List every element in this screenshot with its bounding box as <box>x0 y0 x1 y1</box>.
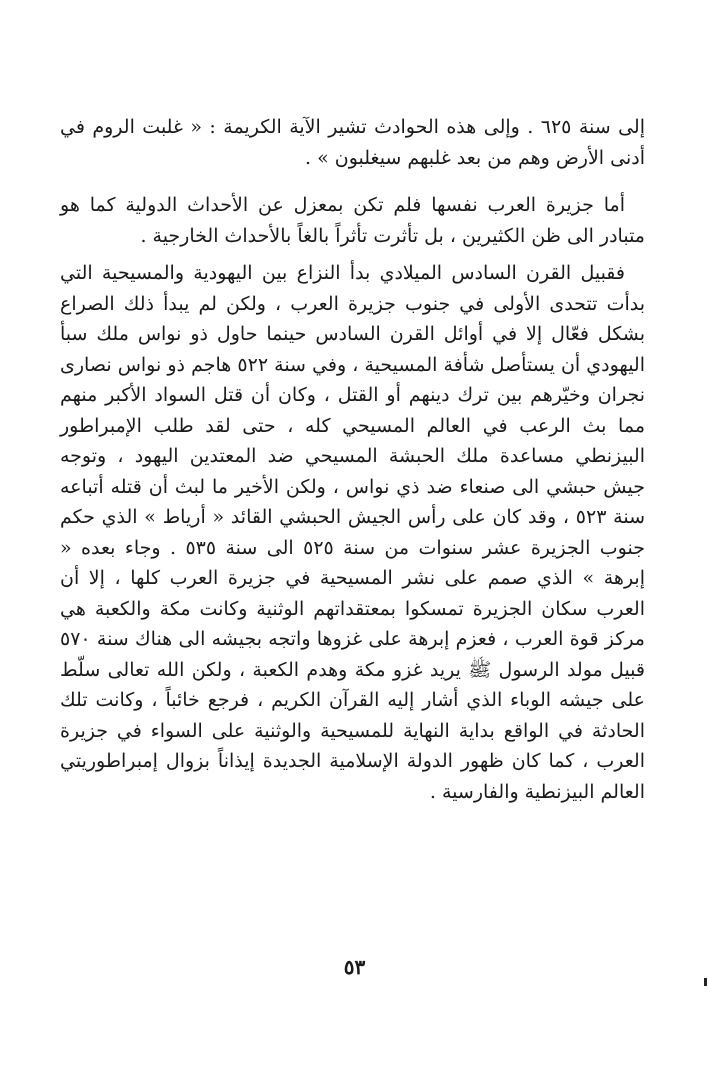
scan-edge-mark <box>704 978 707 986</box>
paragraph-3: فقبيل القرن السادس الميلادي بدأ النزاع بين اليهودية والمسيحية التي بدأت تتحدى الأولى في جنوب جزيرة العرب ، ولكن لم يبدأ ذلك الصراع بشكل فعّال إلا في أوائل القرن السادس حينما حاول ذو نواس ملك سبأ اليهودي أن يستأصل شأفة المسيحية ، وفي سنة ٥٢٢ هاجم ذو نواس نصارى نجران وخيّرهم بين ترك دينهم أو القتل ، وكان أن قتل السواد الأكبر منهم مما بث الرعب في العالم المسيحي كله ، حتى لقد طلب الإمبراطور البيزنطي مساعدة ملك الحبشة المسيحي ضد المعتدين اليهود ، وتوجه جيش حبشي الى صنعاء ضد ذي نواس ، ولكن الأخير ما لبث أن قتله أتباعه سنة ٥٢٣ ، وقد كان على رأس الجيش الحبشي القائد « أرياط » الذي حكم جنوب الجزيرة عشر سنوات من سنة ٥٢٥ الى سنة ٥٣٥ . وجاء بعده « إبرهة » الذي صمم على نشر المسيحية في جزيرة العرب كلها ، إلا أن العرب سكان الجزيرة تمسكوا بمعتقداتهم الوثنية وكانت مكة والكعبة هي مركز قوة العرب ، فعزم إبرهة على غزوها واتجه بجيشه الى هناك سنة ٥٧٠ قبيل مولد الرسول ﷺ يريد غزو مكة وهدم الكعبة ، ولكن الله تعالى سلّط على جيشه الوباء الذي أشار إليه القرآن الكريم ، فرجع خائباً ، وكانت تلك الحادثة في الواقع بداية النهاية للمسيحية والوثنية على السواء في جزيرة العرب ، كما كان ظهور الدولة الإسلامية الجديدة إيذاناً بزوال إمبراطوريتي العالم البيزنطية والفارسية . <box>60 262 645 803</box>
paragraph-1: إلى سنة ٦٢٥ . وإلى هذه الحوادث تشير الآية الكريمة : « غلبت الروم في أدنى الأرض وهم من بعد غلبهم سيغلبون » . <box>60 116 646 169</box>
paragraph-2: أما جزيرة العرب نفسها فلم تكن بمعزل عن الأحداث الدولية كما هو متبادر الى ظن الكثيرين ، بل تأثرت تأثراً بالغاً بالأحداث الخارجية . <box>60 194 645 247</box>
page-number: ٥٣ <box>343 955 366 979</box>
